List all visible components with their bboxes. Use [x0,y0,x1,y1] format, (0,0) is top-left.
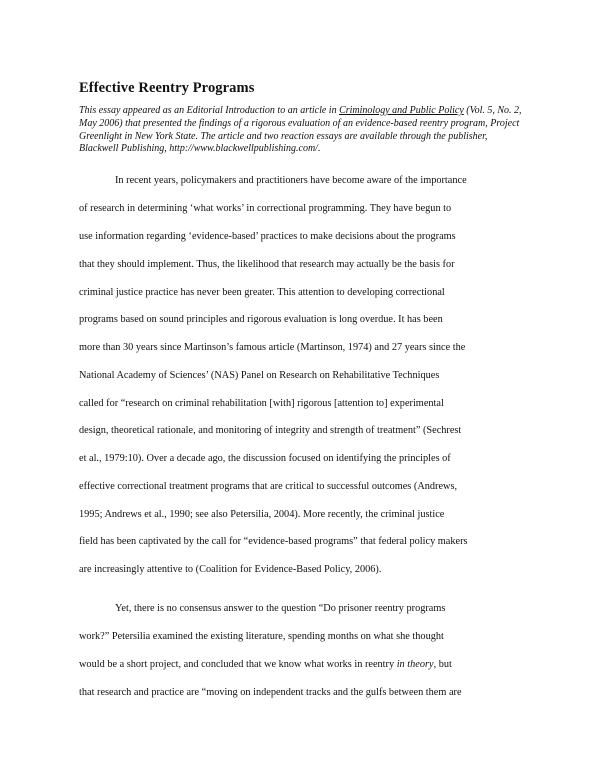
body-line-8: National Academy of Sciences’ (NAS) Panel on Research on Rehabilitative Techniques [79,370,440,381]
document-title: Effective Reentry Programs [79,80,255,96]
body-line-10: design, theoretical rationale, and monitoring of integrity and strength of treatment” (Sechrest [79,425,462,436]
abstract-text-part1: This essay appeared as an Editorial Introduction to an article in [79,105,340,116]
body-line-14: field has been captivated by the call for “evidence-based programs” that federal policy makers [79,536,468,547]
body-line-2: of research in determining ‘what works’ in correctional programming. They have begun to [79,203,452,214]
body-line-17: work?” Petersilia examined the existing literature, spending months on what she thought [79,631,444,642]
body-line-15: are increasingly attentive to (Coalition for Evidence-Based Policy, 2006). [79,564,382,575]
body-line-18-tail: , but [433,659,452,670]
body-line-12: effective correctional treatment programs that are critical to successful outcomes (Andrews, [79,481,458,492]
body-line-18-text: would be a short project, and concluded that we know what works in reentry [79,659,397,670]
body-line-18 [79,659,452,670]
body-line-5: criminal justice practice has never been greater. This attention to developing correctional [79,287,445,298]
body-line-11: et al., 1979:10). Over a decade ago, the discussion focused on identifying the principles of [79,453,451,464]
body-line-19: that research and practice are “moving on independent tracks and the gulfs between them are [79,687,462,698]
body-line-16: Yet, there is no consensus answer to the question “Do prisoner reentry programs [115,603,446,614]
body-line-13: 1995; Andrews et al., 1990; see also Petersilia, 2004). More recently, the criminal justice [79,509,445,520]
emphasis-in-theory: in theory [396,659,434,670]
journal-title: Criminology and Public Policy [339,105,464,116]
body-line-1: In recent years, policymakers and practitioners have become aware of the importance [115,175,467,186]
body-line-3: use information regarding ‘evidence-based’ practices to make decisions about the programs [79,231,456,242]
abstract-text-part2: (Vol. 5, No. 2, May 2006) that presented the findings of a rigorous evaluation of an evidence-based reentry program, Project Greenlight in New York State. The article and two reaction essays are available through the publisher, Blackwell Publishing, http://www.blackwellpublishing.com/. [79,105,522,155]
body-line-6: programs based on sound principles and rigorous evaluation is long overdue. It has been [79,314,443,325]
body-line-7: more than 30 years since Martinson’s famous article (Martinson, 1974) and 27 years since the [79,342,466,353]
body-line-4: that they should implement. Thus, the likelihood that research may actually be the basis for [79,259,455,270]
body-line-9: called for “research on criminal rehabilitation [with] rigorous [attention to] experimental [79,398,444,409]
abstract-note [79,105,529,156]
